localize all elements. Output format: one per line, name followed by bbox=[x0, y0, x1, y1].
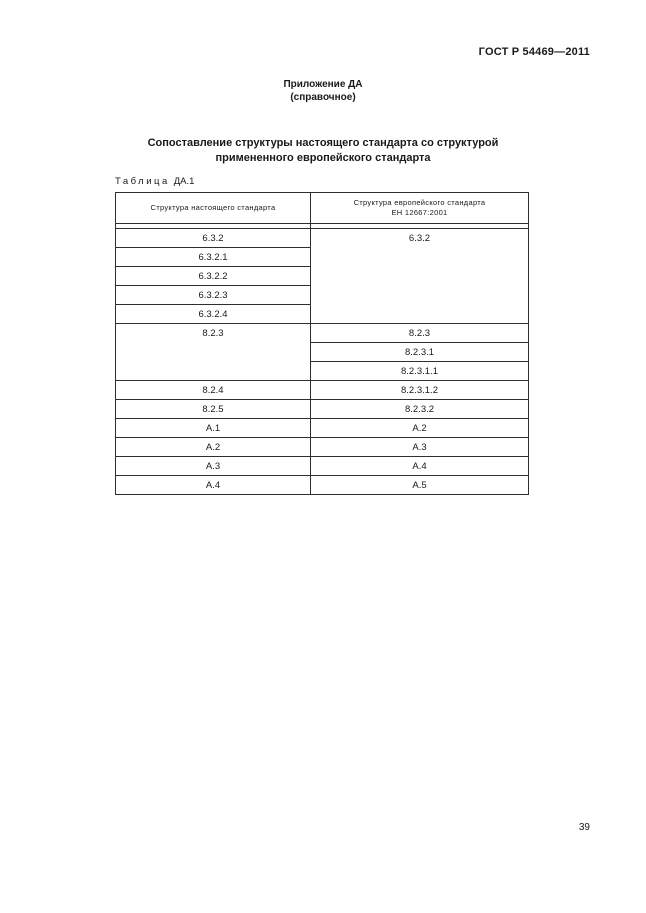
table-cell: 8.2.4 bbox=[116, 381, 311, 400]
section-title-line2: примененного европейского стандарта bbox=[215, 152, 431, 164]
table-row bbox=[116, 457, 529, 476]
table-cell: 8.2.3.2 bbox=[311, 400, 529, 419]
table-caption-number: ДА.1 bbox=[173, 176, 195, 187]
annex-title: Приложение ДА bbox=[283, 79, 363, 90]
table-cell: А.2 bbox=[116, 438, 311, 457]
table-row bbox=[116, 324, 529, 343]
table-cell: А.2 bbox=[311, 419, 529, 438]
table-header-row bbox=[116, 193, 529, 224]
comparison-table bbox=[115, 192, 529, 495]
section-title-line1: Сопоставление структуры настоящего стандарта со структурой bbox=[147, 137, 499, 149]
annex-heading bbox=[0, 78, 646, 104]
table-cell: 8.2.3.1.2 bbox=[311, 381, 529, 400]
table-cell: А.4 bbox=[116, 476, 311, 495]
table-cell: 8.2.3 bbox=[311, 324, 529, 343]
table-cell: 8.2.3 bbox=[116, 324, 311, 381]
table-row bbox=[116, 419, 529, 438]
table-cell: 8.2.3.1.1 bbox=[311, 362, 529, 381]
table-caption-label: Таблица bbox=[115, 176, 170, 187]
table-row bbox=[116, 229, 529, 248]
table-row bbox=[116, 476, 529, 495]
table-cell: 6.3.2.3 bbox=[116, 286, 311, 305]
section-title bbox=[0, 136, 646, 166]
table-cell: А.4 bbox=[311, 457, 529, 476]
table-caption bbox=[115, 176, 194, 187]
table-cell: А.3 bbox=[311, 438, 529, 457]
table-cell: 6.3.2 bbox=[116, 229, 311, 248]
table-cell: А.3 bbox=[116, 457, 311, 476]
table-cell: 6.3.2 bbox=[311, 229, 529, 324]
table-row bbox=[116, 438, 529, 457]
table-cell: 6.3.2.1 bbox=[116, 248, 311, 267]
table-row bbox=[116, 381, 529, 400]
standard-number: ГОСТ Р 54469—2011 bbox=[478, 46, 590, 58]
table-cell: А.5 bbox=[311, 476, 529, 495]
table-cell: 6.3.2.2 bbox=[116, 267, 311, 286]
table-cell: А.1 bbox=[116, 419, 311, 438]
table-cell: 6.3.2.4 bbox=[116, 305, 311, 324]
annex-subtitle: (справочное) bbox=[290, 92, 356, 103]
col-header-left bbox=[116, 193, 311, 224]
col-header-left-label: Структура настоящего стандарта bbox=[150, 203, 276, 212]
table-cell: 8.2.3.1 bbox=[311, 343, 529, 362]
col-header-right bbox=[311, 193, 529, 224]
page-number: 39 bbox=[578, 822, 590, 833]
table-row bbox=[116, 400, 529, 419]
table-cell: 8.2.5 bbox=[116, 400, 311, 419]
col-header-right-line1: Структура европейского стандарта bbox=[353, 198, 486, 207]
col-header-right-line2: ЕН 12667:2001 bbox=[391, 208, 448, 217]
